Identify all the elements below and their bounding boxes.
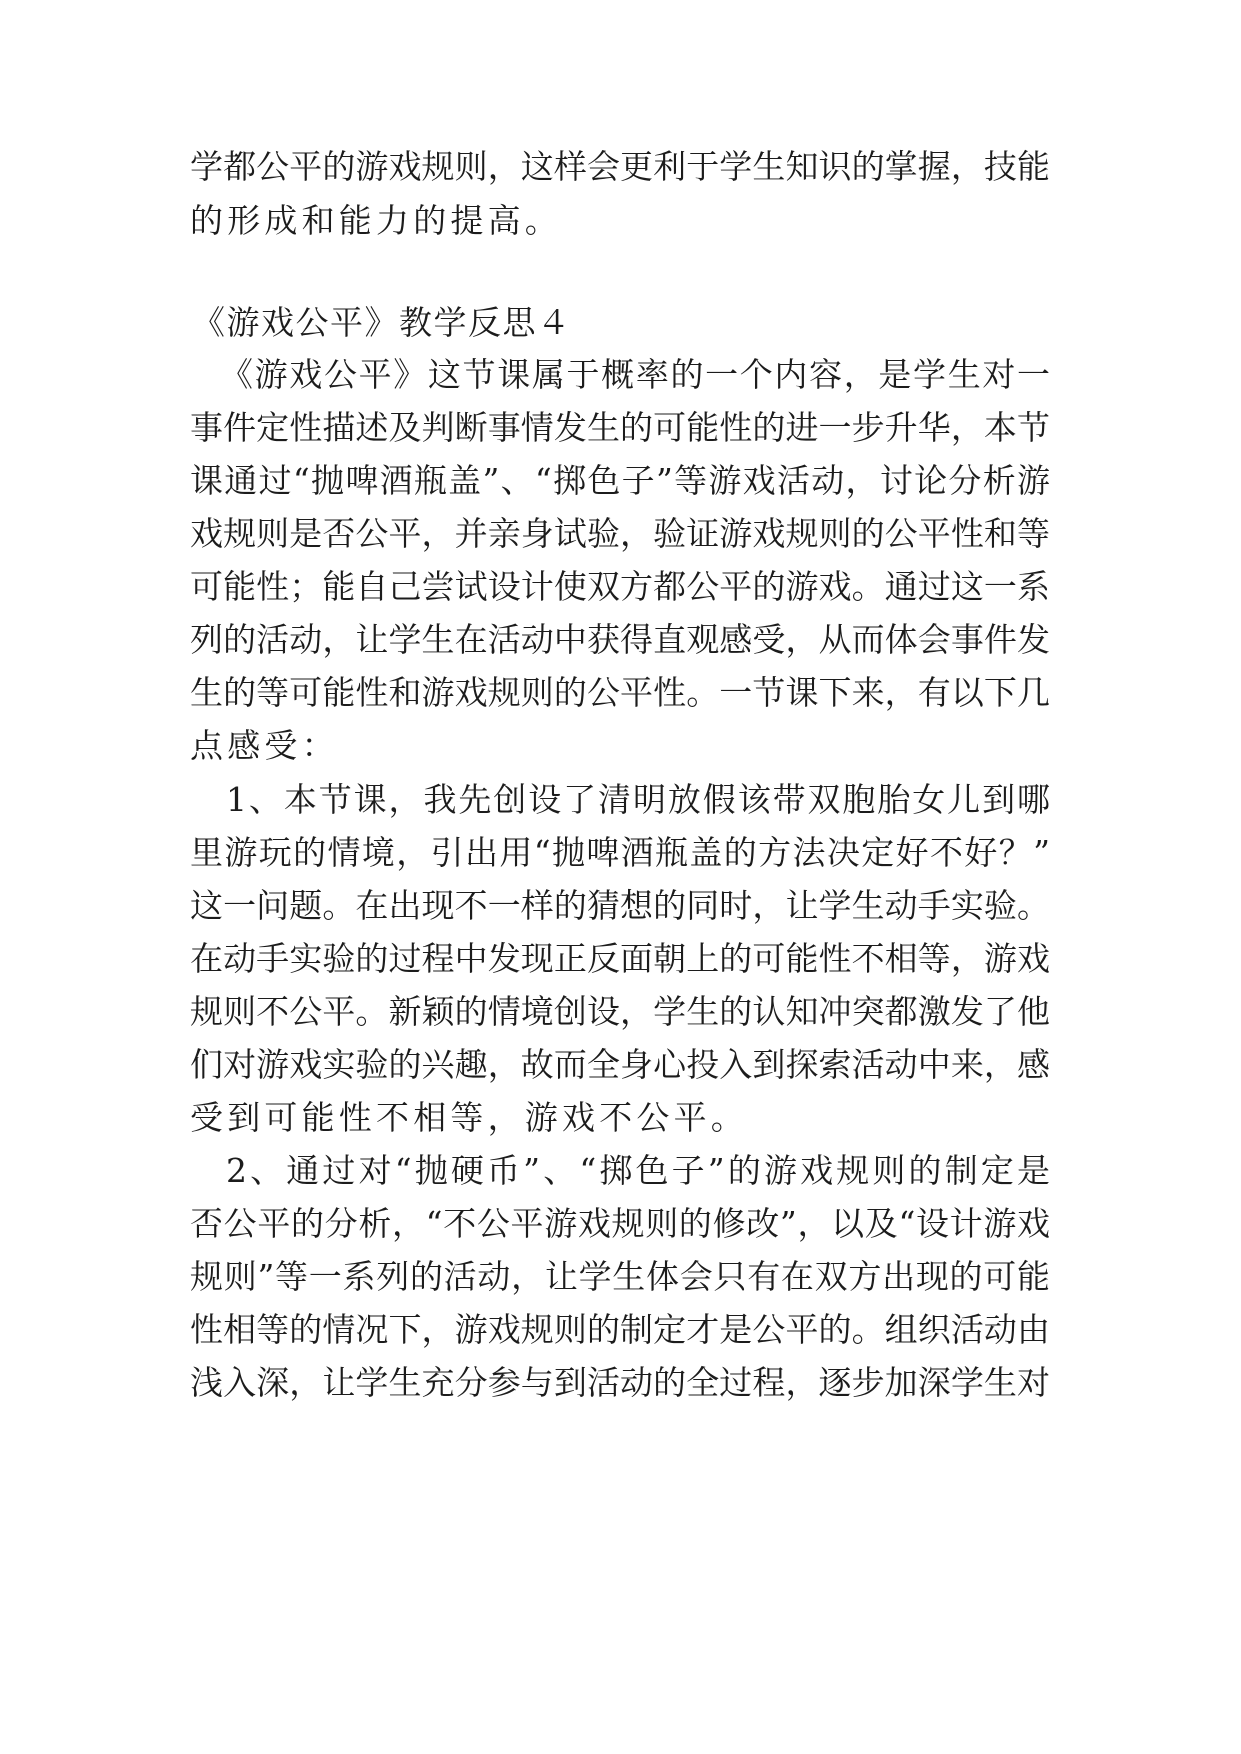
paragraph-line: 课通过“抛啤酒瓶盖”、“掷色子”等游戏活动，讨论分析游 — [190, 461, 1050, 500]
paragraph-line: 1、本节课，我先创设了清明放假该带双胞胎女儿到哪 — [226, 780, 1050, 819]
paragraph-line: 否公平的分析，“不公平游戏规则的修改”，以及“设计游戏 — [190, 1204, 1050, 1243]
paragraph-line: 受到可能性不相等，游戏不公平。 — [190, 1098, 748, 1137]
paragraph-line: 生的等可能性和游戏规则的公平性。一节课下来，有以下几 — [190, 673, 1050, 712]
paragraph-line: 在动手实验的过程中发现正反面朝上的可能性不相等，游戏 — [190, 939, 1050, 978]
paragraph-line: 性相等的情况下，游戏规则的制定才是公平的。组织活动由 — [190, 1310, 1050, 1349]
paragraph-line: 规则”等一系列的活动，让学生体会只有在双方出现的可能 — [190, 1257, 1050, 1296]
paragraph-line: 规则不公平。新颖的情境创设，学生的认知冲突都激发了他 — [190, 992, 1050, 1031]
paragraph-line: 的形成和能力的提高。 — [190, 201, 562, 240]
paragraph-line: 里游玩的情境，引出用“抛啤酒瓶盖的方法决定好不好？” — [190, 833, 1050, 872]
paragraph-line: 2、通过对“抛硬币”、“掷色子”的游戏规则的制定是 — [226, 1151, 1050, 1190]
paragraph-line: 戏规则是否公平，并亲身试验，验证游戏规则的公平性和等 — [190, 514, 1050, 553]
paragraph-line: 学都公平的游戏规则，这样会更利于学生知识的掌握，技能 — [190, 147, 1050, 186]
paragraph-line: 事件定性描述及判断事情发生的可能性的进一步升华，本节 — [190, 408, 1050, 447]
paragraph-line: 浅入深，让学生充分参与到活动的全过程，逐步加深学生对 — [190, 1363, 1050, 1402]
paragraph-line: 点感受： — [190, 726, 339, 765]
paragraph-line: 《游戏公平》这节课属于概率的一个内容，是学生对一 — [220, 355, 1050, 394]
paragraph-line: 们对游戏实验的兴趣，故而全身心投入到探索活动中来，感 — [190, 1045, 1050, 1084]
paragraph-line: 列的活动，让学生在活动中获得直观感受，从而体会事件发 — [190, 620, 1050, 659]
paragraph-line: 可能性；能自己尝试设计使双方都公平的游戏。通过这一系 — [190, 567, 1050, 606]
paragraph-line: 这一问题。在出现不一样的猜想的同时，让学生动手实验。 — [190, 886, 1050, 925]
section-heading: 《游戏公平》教学反思４ — [192, 303, 572, 342]
